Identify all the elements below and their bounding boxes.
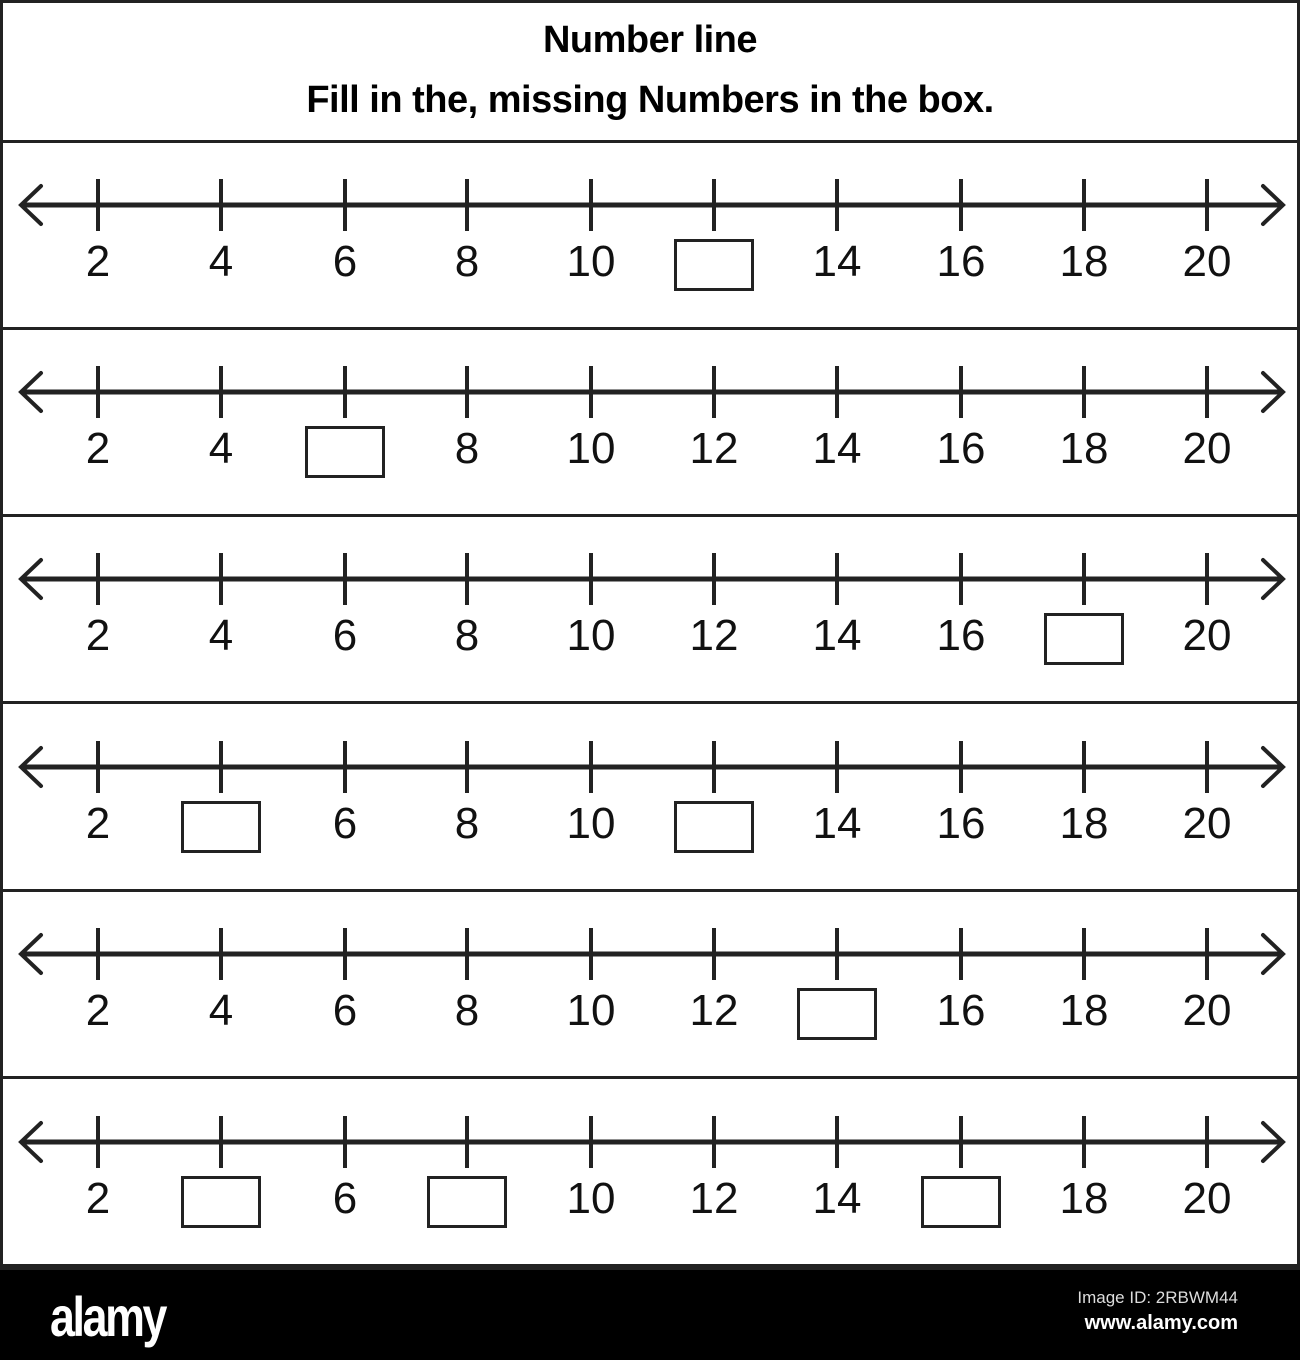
site-url: www.alamy.com [1084,1312,1238,1334]
tick-label: 20 [1182,799,1232,848]
tick-label: 2 [85,611,111,660]
tick-label: 10 [566,799,616,848]
tick-label: 20 [1182,611,1232,660]
tick-label: 6 [332,611,358,660]
tick-label: 2 [85,799,111,848]
tick-label: 8 [454,799,480,848]
missing-number-box[interactable] [674,801,754,853]
tick-label: 10 [566,424,616,473]
tick-label: 12 [689,986,739,1035]
tick-label: 2 [85,1174,111,1223]
number-line-row [3,1080,1297,1267]
tick-label: 4 [208,424,234,473]
number-line-row [3,892,1297,1079]
tick-label: 10 [566,986,616,1035]
tick-label: 18 [1059,237,1109,286]
missing-number-box[interactable] [797,988,877,1040]
tick-label: 20 [1182,1174,1232,1223]
tick-label: 4 [208,611,234,660]
number-line-row [3,330,1297,517]
tick-label: 6 [332,986,358,1035]
tick-label: 20 [1182,986,1232,1035]
tick-label: 6 [332,799,358,848]
tick-label: 4 [208,986,234,1035]
tick-label: 14 [812,424,862,473]
tick-label: 12 [689,611,739,660]
tick-label: 2 [85,237,111,286]
tick-label: 8 [454,611,480,660]
missing-number-box[interactable] [427,1176,507,1228]
tick-label: 2 [85,424,111,473]
tick-label: 18 [1059,986,1109,1035]
brand-logo: alamy [50,1285,166,1348]
missing-number-box[interactable] [305,426,385,478]
missing-number-box[interactable] [674,239,754,291]
tick-label: 2 [85,986,111,1035]
tick-label: 16 [936,986,986,1035]
tick-label: 10 [566,611,616,660]
tick-label: 8 [454,237,480,286]
tick-label: 6 [332,1174,358,1223]
tick-label: 18 [1059,799,1109,848]
tick-label: 14 [812,799,862,848]
tick-label: 4 [208,237,234,286]
tick-label: 20 [1182,237,1232,286]
number-line-row [3,517,1297,704]
missing-number-box[interactable] [1044,613,1124,665]
tick-label: 18 [1059,424,1109,473]
number-line [3,517,1300,704]
image-id-text: Image ID: 2RBWM44 [1077,1288,1238,1307]
tick-label: 14 [812,611,862,660]
worksheet-header [3,3,1297,143]
tick-label: 14 [812,1174,862,1223]
missing-number-box[interactable] [921,1176,1001,1228]
missing-number-box[interactable] [181,1176,261,1228]
tick-label: 16 [936,237,986,286]
tick-label: 16 [936,611,986,660]
tick-label: 10 [566,1174,616,1223]
worksheet-instruction: Fill in the, missing Numbers in the box. [306,79,994,121]
tick-label: 6 [332,237,358,286]
number-line-row [3,143,1297,330]
worksheet-title: Number line [542,19,758,61]
tick-label: 14 [812,237,862,286]
tick-label: 12 [689,424,739,473]
tick-label: 8 [454,986,480,1035]
tick-label: 16 [936,799,986,848]
tick-label: 10 [566,237,616,286]
tick-label: 18 [1059,1174,1109,1223]
number-line-row [3,705,1297,892]
tick-label: 20 [1182,424,1232,473]
tick-label: 8 [454,424,480,473]
tick-label: 12 [689,1174,739,1223]
footer-bar [0,1270,1300,1360]
tick-label: 16 [936,424,986,473]
missing-number-box[interactable] [181,801,261,853]
